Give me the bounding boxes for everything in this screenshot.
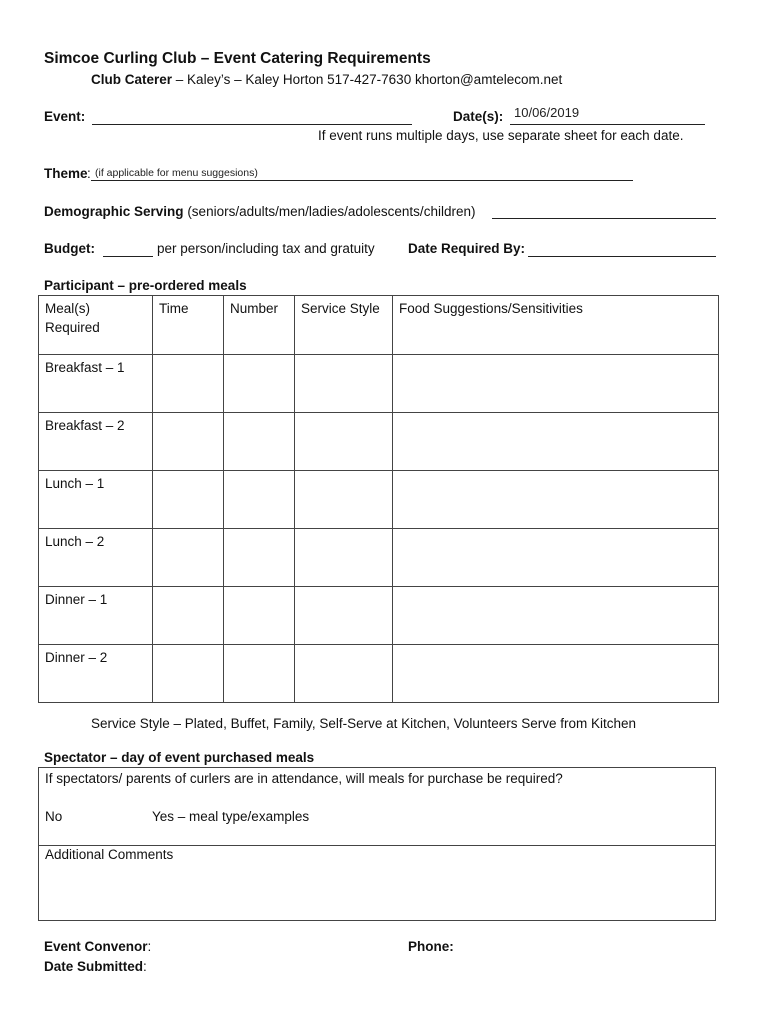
date-submitted-label: Date Submitted [44,959,144,974]
convenor-label: Event Convenor [44,939,148,954]
service-style-cell[interactable] [295,413,393,471]
caterer-label: Club Caterer [91,72,173,87]
table-row [39,529,719,587]
caterer-line [91,72,562,87]
dates-value[interactable]: 10/06/2019 [514,105,580,120]
column-header-meals: Meal(s) Required [39,296,153,355]
dates-label: Date(s): [453,109,504,124]
time-cell[interactable] [153,529,224,587]
date-required-label: Date Required By: [408,241,526,256]
food-suggestions-cell[interactable] [393,471,719,529]
date-submitted-colon: : [143,959,147,974]
theme-value[interactable]: (if applicable for menu suggesions) [95,167,258,179]
food-suggestions-cell[interactable] [393,645,719,703]
demographic-field-line[interactable] [492,218,716,219]
service-style-cell[interactable] [295,529,393,587]
no-option[interactable]: No [45,809,63,824]
phone-label: Phone: [408,939,454,954]
yes-option[interactable]: Yes – meal type/examples [152,809,310,824]
theme-colon: : [87,166,91,181]
budget-field-line[interactable] [103,256,153,257]
caterer-info: – Kaley’s – Kaley Horton 517-427-7630 khorton@amtelecom.net [175,72,563,87]
time-cell[interactable] [153,645,224,703]
table-row [39,645,719,703]
time-cell[interactable] [153,471,224,529]
budget-suffix: per person/including tax and gratuity [157,241,375,256]
table-header-row [39,296,719,355]
budget-label: Budget: [44,241,95,256]
dates-field-line[interactable] [510,124,705,125]
spectator-question-box [38,767,716,846]
page-title: Simcoe Curling Club – Event Catering Requirements [44,50,431,67]
demographic-label: Demographic Serving [44,204,184,219]
time-cell[interactable] [153,413,224,471]
food-suggestions-cell[interactable] [393,587,719,645]
number-cell[interactable] [224,529,295,587]
row-label: Breakfast – 2 [39,413,153,471]
column-header-time: Time [153,296,224,355]
time-cell[interactable] [153,355,224,413]
table-row [39,587,719,645]
service-style-cell[interactable] [295,355,393,413]
spectator-section-title: Spectator – day of event purchased meals [44,750,315,765]
food-suggestions-cell[interactable] [393,355,719,413]
theme-label: Theme [44,166,88,181]
table-row [39,471,719,529]
number-cell[interactable] [224,413,295,471]
table-row [39,355,719,413]
date-required-field-line[interactable] [528,256,716,257]
number-cell[interactable] [224,471,295,529]
theme-field-line[interactable] [91,180,633,181]
convenor-line [44,939,151,954]
row-label: Dinner – 2 [39,645,153,703]
demographic-line [44,204,475,219]
service-style-cell[interactable] [295,471,393,529]
participant-meals-table [38,295,719,703]
service-style-cell[interactable] [295,645,393,703]
food-suggestions-cell[interactable] [393,529,719,587]
event-field-line[interactable] [92,124,412,125]
column-header-service-style: Service Style [295,296,393,355]
row-label: Lunch – 1 [39,471,153,529]
additional-comments-label: Additional Comments [45,847,174,862]
table-row [39,413,719,471]
row-label: Dinner – 1 [39,587,153,645]
date-submitted-line [44,959,147,974]
demographic-options: (seniors/adults/men/ladies/adolescents/children) [187,204,476,219]
column-header-food-suggestions: Food Suggestions/Sensitivities [393,296,719,355]
number-cell[interactable] [224,355,295,413]
time-cell[interactable] [153,587,224,645]
column-header-number: Number [224,296,295,355]
row-label: Breakfast – 1 [39,355,153,413]
service-style-note: Service Style – Plated, Buffet, Family, Self-Serve at Kitchen, Volunteers Serve from Kitchen [91,716,637,731]
participant-section-title: Participant – pre-ordered meals [44,278,247,293]
convenor-colon: : [147,939,152,954]
number-cell[interactable] [224,645,295,703]
event-label: Event: [44,109,86,124]
row-label: Lunch – 2 [39,529,153,587]
multi-day-note: If event runs multiple days, use separate sheet for each date. [318,128,684,143]
additional-comments-box[interactable] [38,844,716,921]
food-suggestions-cell[interactable] [393,413,719,471]
spectator-question: If spectators/ parents of curlers are in attendance, will meals for purchase be required? [45,771,563,786]
number-cell[interactable] [224,587,295,645]
service-style-cell[interactable] [295,587,393,645]
